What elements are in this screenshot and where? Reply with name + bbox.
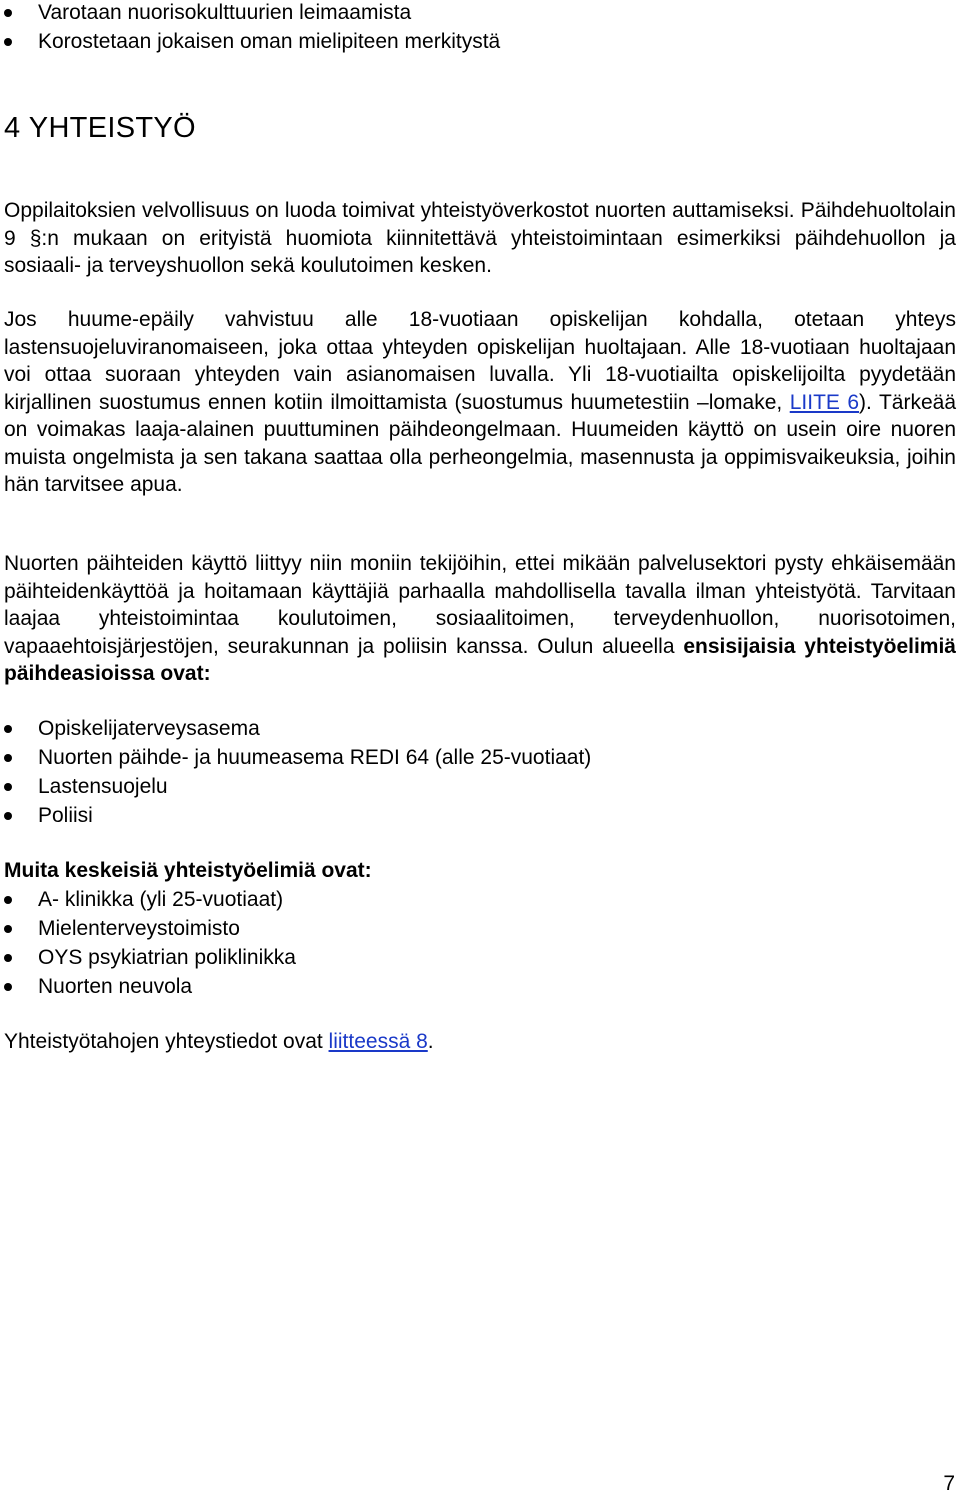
bullet-icon xyxy=(4,983,12,991)
list-item xyxy=(4,0,500,27)
section-heading xyxy=(4,108,196,148)
list-item-text: Korostetaan jokaisen oman mielipiteen merkitystä xyxy=(38,30,501,53)
list-item-text: Mielenterveystoimisto xyxy=(38,917,240,940)
paragraph-bold-text: ensisijaisia yhteistyöelimiä päihdeasioissa ovat: xyxy=(4,634,956,685)
primary-partners-list xyxy=(4,714,591,830)
bullet-icon xyxy=(4,925,12,933)
bullet-icon xyxy=(4,896,12,904)
appendix-8-link[interactable]: liitteessä 8 xyxy=(328,1030,428,1053)
list-item xyxy=(4,801,591,830)
bullet-icon xyxy=(4,725,12,733)
paragraph-drug-suspicion xyxy=(4,306,956,499)
list-item xyxy=(4,743,591,772)
paragraph-text: ). Tärkeää on voimakas laaja-alainen puuttuminen päihdeongelmaan. Huumeiden käyttö on usein oire nuoren muista ongelmista ja sen takana saattaa olla perheongelmia, masennusta ja oppimisvaikeuksia, joihin hän tarvitsee apua. xyxy=(4,390,956,496)
list-item-text: Poliisi xyxy=(38,804,93,827)
section-title: YHTEISTYÖ xyxy=(28,112,196,144)
list-item-text: Nuorten neuvola xyxy=(38,975,193,998)
list-item-text: Lastensuojelu xyxy=(38,775,168,798)
contacts-text: Yhteistyötahojen yhteystiedot ovat xyxy=(4,1030,329,1053)
paragraph-obligations: Oppilaitoksien velvollisuus on luoda toimivat yhteistyöverkostot nuorten auttamiseksi. Päihdehuoltolain 9 §:n mukaan on erityistä huomiota kiinnitettävä yhteistoimintaan esimerkiksi päihdehuollon ja sosiaali- ja terveyshuollon sekä koulutoimen kesken. xyxy=(4,199,956,277)
contacts-line xyxy=(4,1028,434,1056)
list-item-text: Opiskelijaterveysasema xyxy=(38,717,260,740)
list-item-text: OYS psykiatrian poliklinikka xyxy=(38,946,296,969)
paragraph-text: Jos huume-epäily vahvistuu alle 18-vuotiaan opiskelijan kohdalla, otetaan yhteys lastensuojeluviranomaiseen, joka ottaa yhteyden opiskelijan huoltajaan. Alle 18-vuotiaan huoltajaan voi ottaa suoraan yhteyden vain asianomaisen luvalla. Yli 18-vuotiailta opiskelijoilta pyydetään kirjallinen suostumus ennen kotiin ilmoittamista (suostumus huumetestiin –lomake, xyxy=(4,308,956,414)
appendix-6-link[interactable]: LIITE 6 xyxy=(789,390,860,414)
paragraph-text: Nuorten päihteiden käyttö liittyy niin moniin tekijöihin, ettei mikään palvelusektori pysty ehkäisemään päihteidenkäyttöä ja hoitamaan käyttäjiä parhaalla mahdollisella tavalla ilman yhteistyötä. Tarvitaan laajaa yhteistoimintaa koulutoimen, sosiaalitoimen, terveydenhuollon, nuorisotoimen, vapaaehtoisjärjestöjen, seurakunnan ja poliisin kanssa. Oulun alueella xyxy=(4,552,956,658)
list-item xyxy=(4,972,296,1001)
list-item xyxy=(4,914,296,943)
secondary-partners-heading: Muita keskeisiä yhteistyöelimiä ovat: xyxy=(4,859,372,882)
bullet-icon xyxy=(4,754,12,762)
list-item xyxy=(4,885,296,914)
list-item xyxy=(4,714,591,743)
bullet-icon xyxy=(4,38,12,46)
list-item xyxy=(4,27,500,56)
bullet-icon xyxy=(4,812,12,820)
list-item-text: Nuorten päihde- ja huumeasema REDI 64 (alle 25-vuotiaat) xyxy=(38,746,592,769)
list-item-text: Varotaan nuorisokulttuurien leimaamista xyxy=(38,1,412,24)
list-item xyxy=(4,943,296,972)
top-bullet-list xyxy=(4,0,500,56)
list-item-text: A- klinikka (yli 25-vuotiaat) xyxy=(38,888,284,911)
bullet-icon xyxy=(4,9,12,17)
page-number: 7 xyxy=(943,1472,955,1495)
secondary-partners-list xyxy=(4,885,296,1001)
bullet-icon xyxy=(4,954,12,962)
section-number: 4 xyxy=(4,112,21,144)
list-item xyxy=(4,772,591,801)
bullet-icon xyxy=(4,783,12,791)
contacts-end: . xyxy=(427,1030,434,1053)
paragraph-cooperation xyxy=(4,550,956,688)
